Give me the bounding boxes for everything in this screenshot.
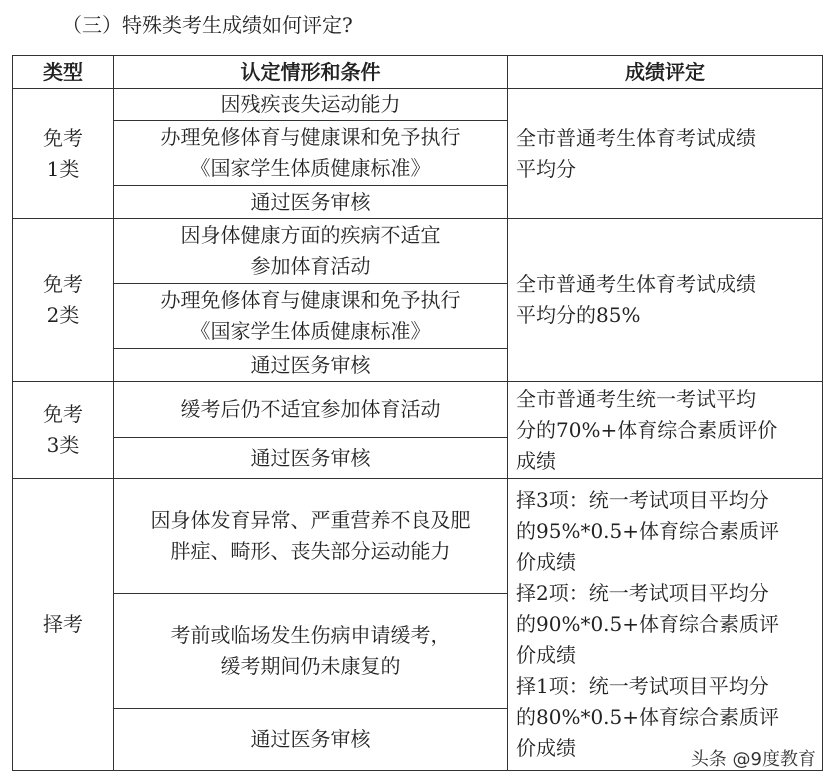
type-label: 免考 [43,272,83,296]
table-header-row [13,56,823,89]
type-cell [13,89,114,219]
table-row [13,382,823,438]
header-type: 类型 [13,56,114,89]
type-label: 择考 [43,612,83,636]
section-title: （三）特殊类考生成绩如何评定? [62,13,353,37]
type-label: 3类 [46,433,80,457]
header-conditions: 认定情形和条件 [114,56,508,89]
type-label: 免考 [43,125,83,150]
result-cell: 择3项：统一考试项目平均分 的95%*0.5+体育综合素质评 价成绩 择2项：统一考试项目平均分 的90%*0.5+体育综合素质评 价成绩 择1项：统一考试项目平均分 的80%*0.5+体育综合素质评 价成绩 [508,479,823,771]
condition-cell: 办理免修体育与健康课和免予执行 《国家学生体质健康标准》 [114,121,508,186]
table-row [13,479,823,594]
condition-cell: 通过医务审核 [114,709,508,771]
table-row [13,219,823,284]
condition-cell: 考前或临场发生伤病申请缓考， 缓考期间仍未康复的 [114,594,508,709]
condition-cell: 因身体发育异常、严重营养不良及肥 胖症、畸形、丧失部分运动能力 [114,479,508,594]
type-label: 2类 [46,303,80,327]
type-cell [13,479,114,771]
type-cell [13,382,114,479]
type-label: 免考 [43,402,83,426]
type-cell [13,219,114,382]
condition-cell: 缓考后仍不适宜参加体育活动 [114,382,508,438]
condition-cell: 办理免修体育与健康课和免予执行 《国家学生体质健康标准》 [114,284,508,349]
result-cell: 全市普通考生体育考试成绩 平均分 [508,89,823,219]
result-cell: 全市普通考生统一考试平均 分的70%+体育综合素质评价 成绩 [508,382,823,479]
table-row [13,89,823,121]
evaluation-table [12,55,823,771]
result-cell: 全市普通考生体育考试成绩 平均分的85% [508,219,823,382]
header-result: 成绩评定 [508,56,823,89]
watermark: 头条 @9度教育 [690,749,816,770]
condition-cell: 通过医务审核 [114,349,508,382]
condition-cell: 通过医务审核 [114,438,508,479]
condition-cell: 因残疾丧失运动能力 [114,89,508,121]
condition-cell: 因身体健康方面的疾病不适宜 参加体育活动 [114,219,508,284]
condition-cell: 通过医务审核 [114,186,508,219]
type-label: 1类 [46,156,80,181]
